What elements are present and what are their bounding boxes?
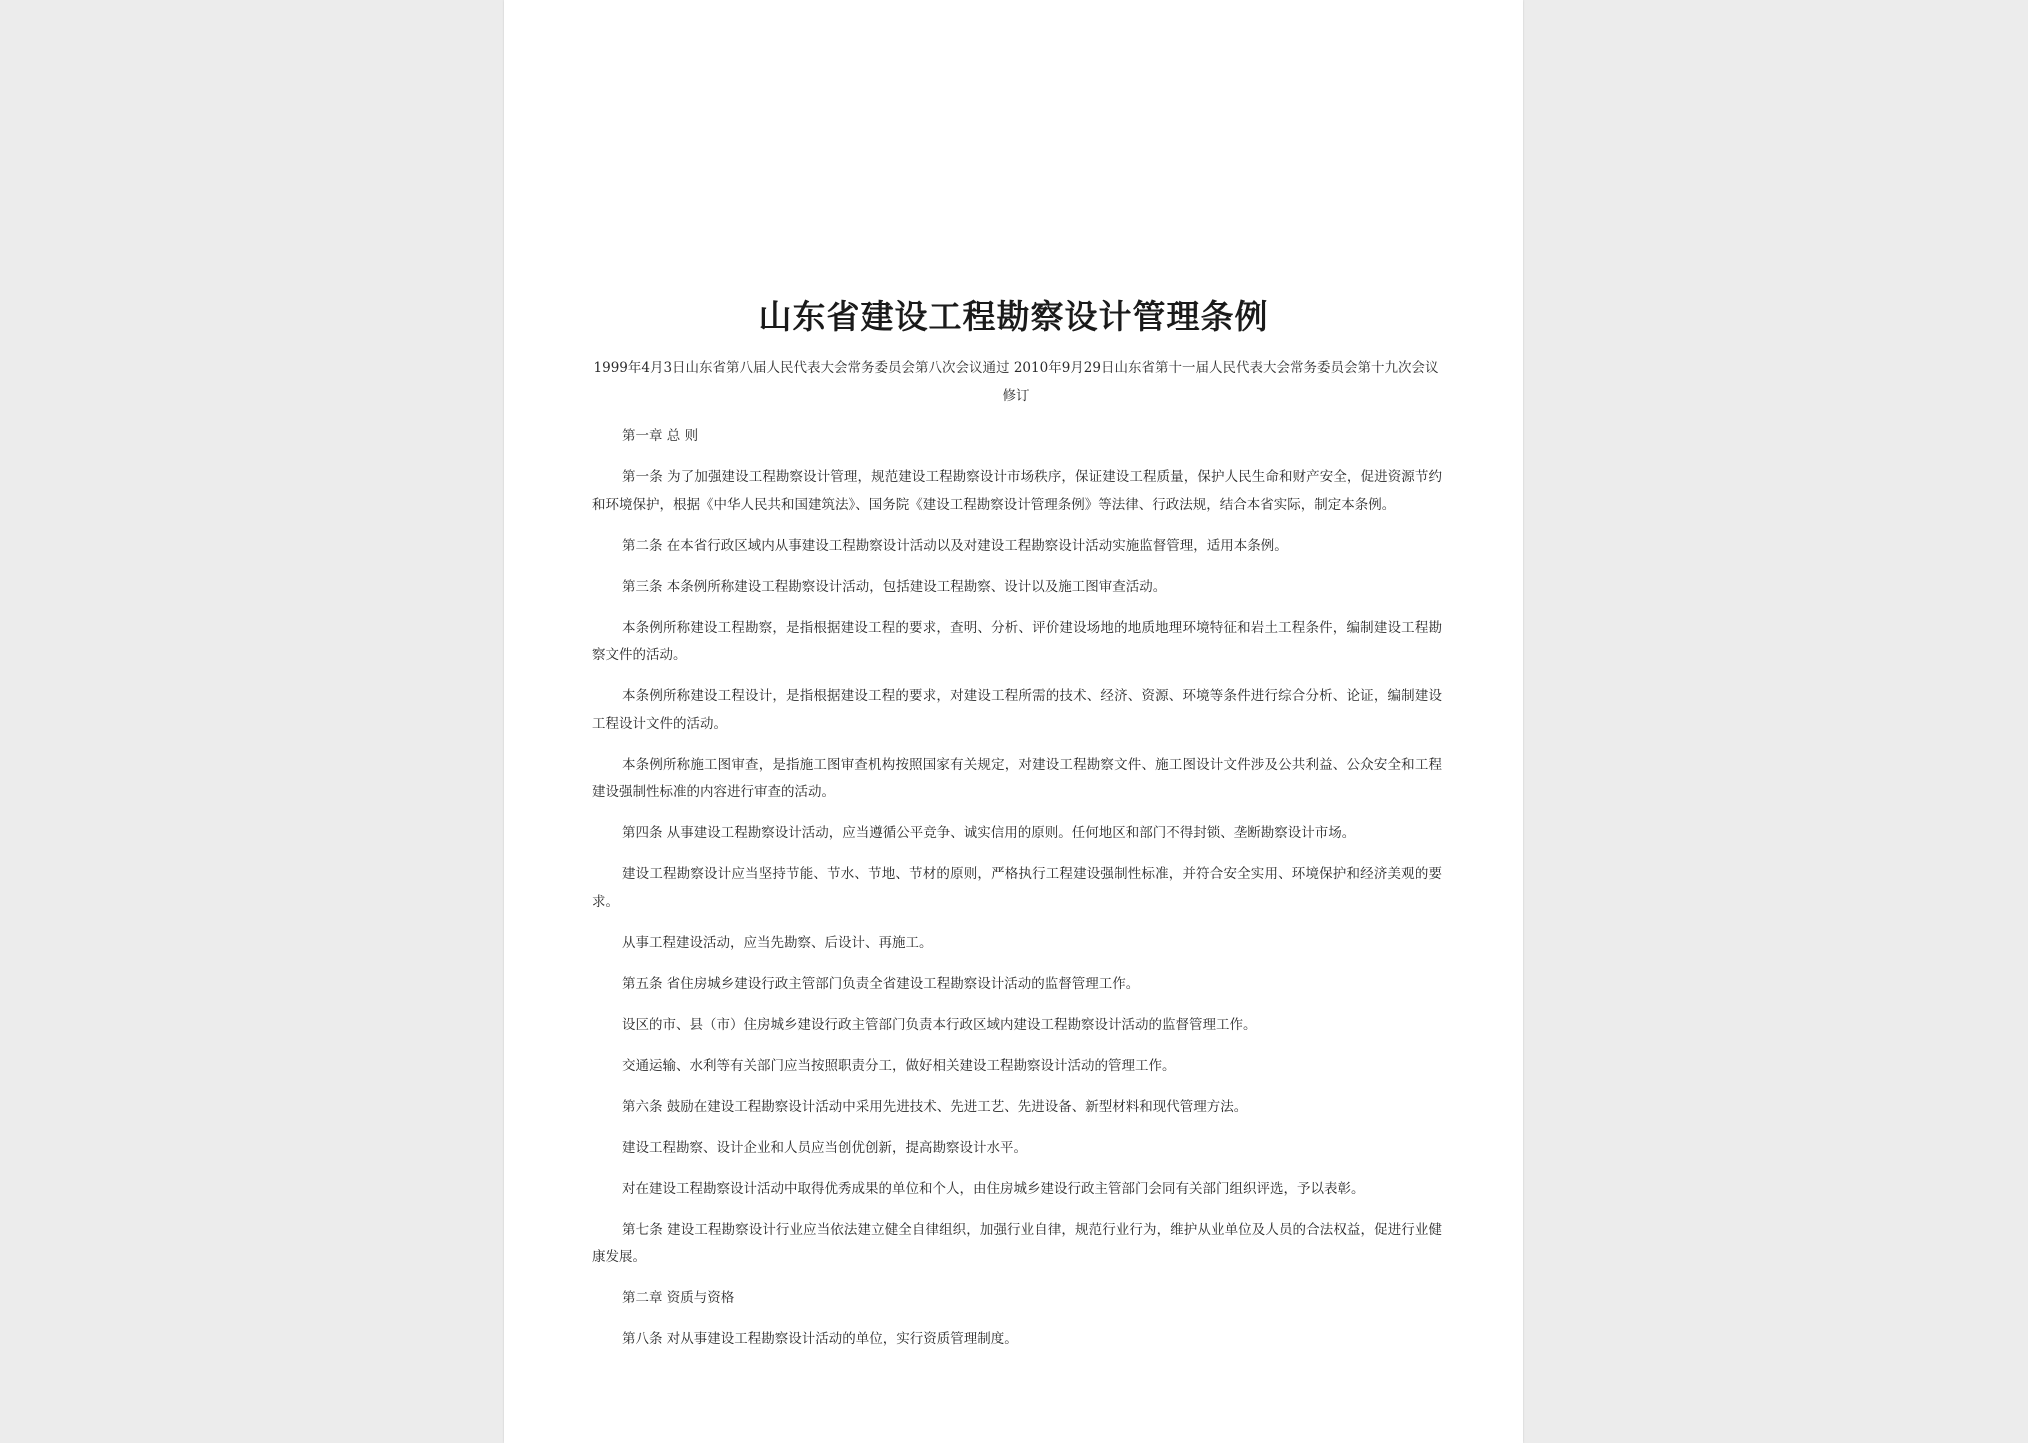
article-paragraph: 第六条 鼓励在建设工程勘察设计活动中采用先进技术、先进工艺、先进设备、新型材料和现代管理方法。 — [622, 1098, 1248, 1115]
article-paragraph: 建设工程勘察、设计企业和人员应当创优创新，提高勘察设计水平。 — [622, 1139, 1027, 1156]
article-paragraph: 本条例所称建设工程勘察，是指根据建设工程的要求，查明、分析、评价建设场地的地质地理环境特征和岩土工程条件，编制建设工程勘察文件的活动。 — [592, 619, 1442, 663]
document-body — [592, 423, 1442, 1367]
article-paragraph: 第四条 从事建设工程勘察设计活动，应当遵循公平竞争、诚实信用的原则。任何地区和部门不得封锁、垄断勘察设计市场。 — [622, 825, 1356, 841]
article-paragraph: 第五条 省住房城乡建设行政主管部门负责全省建设工程勘察设计活动的监督管理工作。 — [622, 975, 1140, 992]
document-subtitle: 1999年4月3日山东省第八届人民代表大会常务委员会第八次会议通过 2010年9月29日山东省第十一届人民代表大会常务委员会第十九次会议修订 — [593, 360, 1439, 404]
chapter-heading: 第一章 总 则 — [622, 428, 699, 444]
document-page — [504, 0, 1523, 1443]
article-paragraph: 第二条 在本省行政区域内从事建设工程勘察设计活动以及对建设工程勘察设计活动实施监督管理，适用本条例。 — [622, 537, 1288, 554]
chapter-heading: 第二章 资质与资格 — [622, 1290, 735, 1306]
article-paragraph: 第一条 为了加强建设工程勘察设计管理，规范建设工程勘察设计市场秩序，保证建设工程质量，保护人民生命和财产安全，促进资源节约和环境保护，根据《中华人民共和国建筑法》、国务院《建设工程勘察设计管理条例》等法律、行政法规，结合本省实际，制定本条例。 — [592, 469, 1442, 513]
article-paragraph: 本条例所称建设工程设计，是指根据建设工程的要求，对建设工程所需的技术、经济、资源、环境等条件进行综合分析、论证，编制建设工程设计文件的活动。 — [592, 688, 1442, 732]
article-paragraph: 对在建设工程勘察设计活动中取得优秀成果的单位和个人，由住房城乡建设行政主管部门会同有关部门组织评选，予以表彰。 — [622, 1180, 1365, 1197]
article-paragraph: 本条例所称施工图审查，是指施工图审查机构按照国家有关规定，对建设工程勘察文件、施工图设计文件涉及公共利益、公众安全和工程建设强制性标准的内容进行审查的活动。 — [592, 756, 1442, 800]
document-title: 山东省建设工程勘察设计管理条例 — [758, 297, 1269, 336]
article-paragraph: 第八条 对从事建设工程勘察设计活动的单位，实行资质管理制度。 — [622, 1331, 1018, 1347]
article-paragraph: 交通运输、水利等有关部门应当按照职责分工，做好相关建设工程勘察设计活动的管理工作。 — [622, 1057, 1176, 1074]
article-paragraph: 设区的市、县（市）住房城乡建设行政主管部门负责本行政区域内建设工程勘察设计活动的监督管理工作。 — [622, 1016, 1257, 1033]
article-paragraph: 从事工程建设活动，应当先勘察、后设计、再施工。 — [622, 934, 933, 951]
article-paragraph: 第三条 本条例所称建设工程勘察设计活动，包括建设工程勘察、设计以及施工图审查活动。 — [622, 578, 1167, 595]
article-paragraph: 第七条 建设工程勘察设计行业应当依法建立健全自律组织，加强行业自律，规范行业行为，维护从业单位及人员的合法权益，促进行业健康发展。 — [592, 1221, 1442, 1265]
article-paragraph: 建设工程勘察设计应当坚持节能、节水、节地、节材的原则，严格执行工程建设强制性标准，并符合安全实用、环境保护和经济美观的要求。 — [592, 866, 1442, 910]
